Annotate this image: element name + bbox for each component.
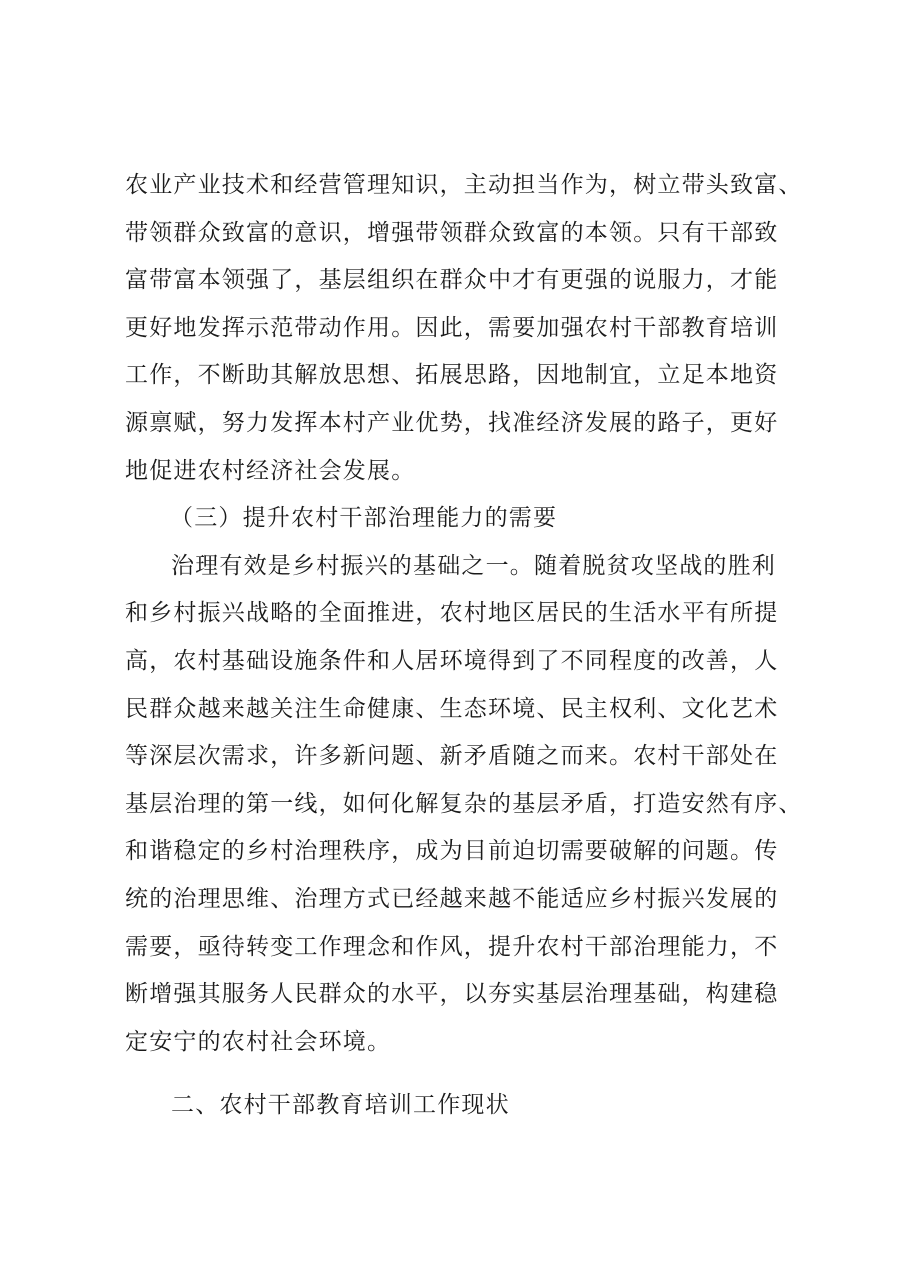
paragraph-line: 和谐稳定的乡村治理秩序，成为目前迫切需要破解的问题。传	[125, 838, 779, 865]
paragraph	[125, 543, 803, 1067]
paragraph-line: 高，农村基础设施条件和人居环境得到了不同程度的改善，人	[125, 647, 779, 674]
spacer	[125, 1066, 785, 1082]
paragraph-line: 民群众越来越关注生命健康、生态环境、民主权利、文化艺术	[125, 695, 779, 722]
paragraph-line: 治理有效是乡村振兴的基础之一。随着脱贫攻坚战的胜利	[171, 552, 776, 579]
paragraph-line: 带领群众致富的意识，增强带领群众致富的本领。只有干部致	[125, 219, 779, 246]
paragraph-line: 统的治理思维、治理方式已经越来越不能适应乡村振兴发展的	[125, 885, 779, 912]
section-heading: 二、农村干部教育培训工作现状	[171, 1092, 510, 1119]
paragraph-line: 定安宁的农村社会环境。	[125, 1028, 392, 1055]
paragraph-continued	[125, 162, 803, 495]
paragraph-line: 更好地发挥示范带动作用。因此，需要加强农村干部教育培训	[125, 314, 779, 341]
paragraph-line: 基层治理的第一线，如何化解复杂的基层矛盾，打造安然有序、	[125, 790, 803, 817]
document-body	[125, 162, 803, 1130]
paragraph-line: 断增强其服务人民群众的水平，以夯实基层治理基础，构建稳	[125, 981, 779, 1008]
paragraph-line: 等深层次需求，许多新问题、新矛盾随之而来。农村干部处在	[125, 743, 779, 770]
paragraph-line: 富带富本领强了，基层组织在群众中才有更强的说服力，才能	[125, 267, 779, 294]
paragraph-line: 工作，不断助其解放思想、拓展思路，因地制宜，立足本地资	[125, 362, 779, 389]
paragraph-line: 源禀赋，努力发挥本村产业优势，找准经济发展的路子，更好	[125, 409, 779, 436]
paragraph-line: 和乡村振兴战略的全面推进，农村地区居民的生活水平有所提	[125, 600, 779, 627]
paragraph-line: 需要，亟待转变工作理念和作风，提升农村干部治理能力，不	[125, 933, 779, 960]
paragraph-line: 农业产业技术和经营管理知识，主动担当作为，树立带头致富、	[125, 172, 803, 198]
paragraph-line: 地促进农村经济社会发展。	[125, 457, 416, 484]
subheading: （三）提升农村干部治理能力的需要	[170, 505, 558, 532]
